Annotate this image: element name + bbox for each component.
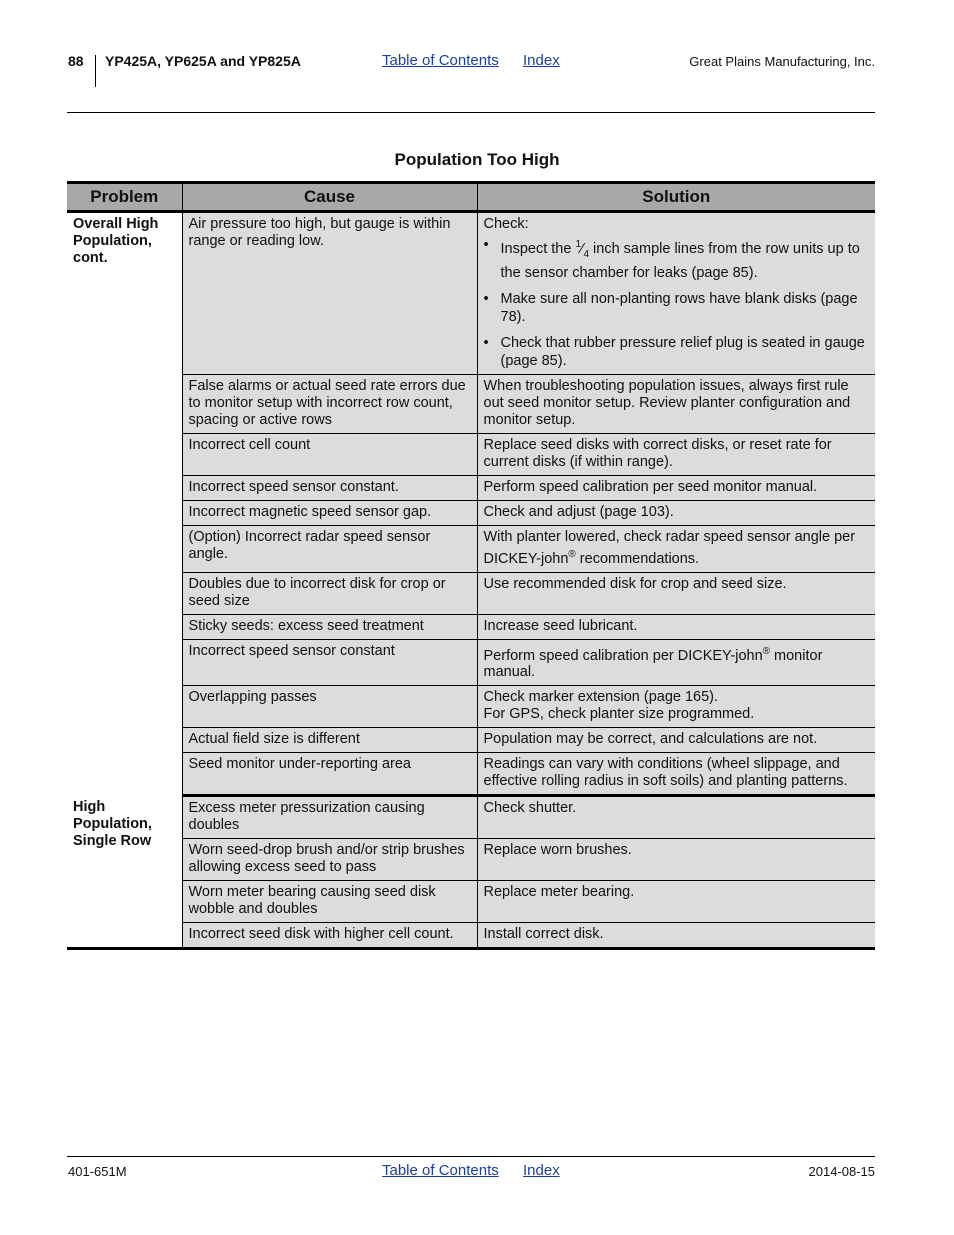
page-number: 88: [68, 53, 84, 69]
table-row: [67, 881, 875, 923]
table-row: [67, 475, 875, 500]
solution-cell: With planter lowered, check radar speed sensor angle per DICKEY-john® recommendations.: [477, 525, 875, 572]
table-row: [67, 433, 875, 475]
table-row: [67, 839, 875, 881]
cause-cell: Doubles due to incorrect disk for crop or seed size: [182, 572, 477, 614]
section-title: Population Too High: [394, 150, 560, 169]
footer-table-of-contents-link[interactable]: Table of Contents: [382, 1162, 499, 1179]
solution-cell: [477, 212, 875, 375]
cause-cell: Incorrect magnetic speed sensor gap.: [182, 500, 477, 525]
table-row: [67, 639, 875, 686]
solution-cell: Replace meter bearing.: [477, 881, 875, 923]
solution-cell: Perform speed calibration per seed monitor manual.: [477, 475, 875, 500]
footer-index-link[interactable]: Index: [523, 1162, 560, 1179]
cause-cell: Air pressure too high, but gauge is within range or reading low.: [182, 212, 477, 375]
solution-cell: Check and adjust (page 103).: [477, 500, 875, 525]
header-divider: [95, 55, 96, 87]
cause-cell: False alarms or actual seed rate errors due to monitor setup with incorrect row count, spacing or active rows: [182, 374, 477, 433]
document-number: 401-651M: [68, 1164, 127, 1179]
solution-cell: Increase seed lubricant.: [477, 614, 875, 639]
company-name: Great Plains Manufacturing, Inc.: [689, 54, 875, 69]
footer-rule: [67, 1156, 875, 1157]
bullet-item: • Check that rubber pressure relief plug is seated in gauge (page 85).: [484, 334, 872, 370]
cause-cell: Seed monitor under-reporting area: [182, 753, 477, 796]
cause-cell: Incorrect speed sensor constant.: [182, 475, 477, 500]
bullet-item: • Make sure all non-planting rows have blank disks (page 78).: [484, 290, 872, 326]
problem-cell: High Population, Single Row: [67, 796, 182, 949]
cause-cell: Worn meter bearing causing seed disk wobble and doubles: [182, 881, 477, 923]
solution-cell: Population may be correct, and calculations are not.: [477, 728, 875, 753]
solution-intro: Check:: [483, 216, 529, 232]
header-rule: [67, 112, 875, 113]
cause-cell: Incorrect speed sensor constant: [182, 639, 477, 686]
table-row: [67, 572, 875, 614]
fraction-one-quarter: $^1⁄_4$: [575, 239, 590, 260]
header-table-of-contents-link[interactable]: Table of Contents: [382, 52, 499, 69]
table-row: [67, 686, 875, 728]
table-row: [67, 753, 875, 796]
column-header-solution: Solution: [477, 183, 875, 212]
solution-cell: Install correct disk.: [477, 923, 875, 949]
cause-cell: Sticky seeds: excess seed treatment: [182, 614, 477, 639]
column-header-problem: Problem: [67, 183, 182, 212]
solution-cell: When troubleshooting population issues, always first rule out seed monitor setup. Review planter configuration and monitor setup.: [477, 374, 875, 433]
registered-mark: ®: [568, 548, 576, 560]
column-header-cause: Cause: [182, 183, 477, 212]
cause-cell: Incorrect cell count: [182, 433, 477, 475]
table-row: [67, 728, 875, 753]
table-row: [67, 374, 875, 433]
table-row: [67, 212, 875, 375]
table-row: [67, 614, 875, 639]
table-header-row: [67, 183, 875, 212]
solution-cell: Check shutter.: [477, 796, 875, 839]
bullet-item: • Inspect the $^1⁄_4$ inch sample lines from the row units up to the sensor chamber for leaks (page 85).: [484, 236, 872, 282]
cause-cell: (Option) Incorrect radar speed sensor angle.: [182, 525, 477, 572]
publication-date: 2014-08-15: [808, 1164, 875, 1179]
problem-cell: Overall High Population, cont.: [67, 212, 182, 796]
cause-cell: Incorrect seed disk with higher cell count.: [182, 923, 477, 949]
troubleshooting-table: [67, 181, 875, 950]
solution-cell: Check marker extension (page 165). For GPS, check planter size programmed.: [477, 686, 875, 728]
registered-mark: ®: [762, 645, 771, 657]
solution-cell: Perform speed calibration per DICKEY-john® monitor manual.: [477, 639, 875, 686]
model-title: YP425A, YP625A and YP825A: [105, 53, 301, 69]
solution-bullet-list: [484, 236, 872, 370]
cause-cell: Actual field size is different: [182, 728, 477, 753]
cause-cell: Worn seed-drop brush and/or strip brushes allowing excess seed to pass: [182, 839, 477, 881]
solution-cell: Replace worn brushes.: [477, 839, 875, 881]
table-row: [67, 525, 875, 572]
cause-cell: Overlapping passes: [182, 686, 477, 728]
table-row: [67, 500, 875, 525]
solution-cell: Replace seed disks with correct disks, or reset rate for current disks (if within range).: [477, 433, 875, 475]
cause-cell: Excess meter pressurization causing doubles: [182, 796, 477, 839]
solution-cell: Readings can vary with conditions (wheel slippage, and effective rolling radius in soft soils) and planting patterns.: [477, 753, 875, 796]
header-index-link[interactable]: Index: [523, 52, 560, 69]
solution-cell: Use recommended disk for crop and seed size.: [477, 572, 875, 614]
table-row: [67, 796, 875, 839]
table-row: [67, 923, 875, 949]
